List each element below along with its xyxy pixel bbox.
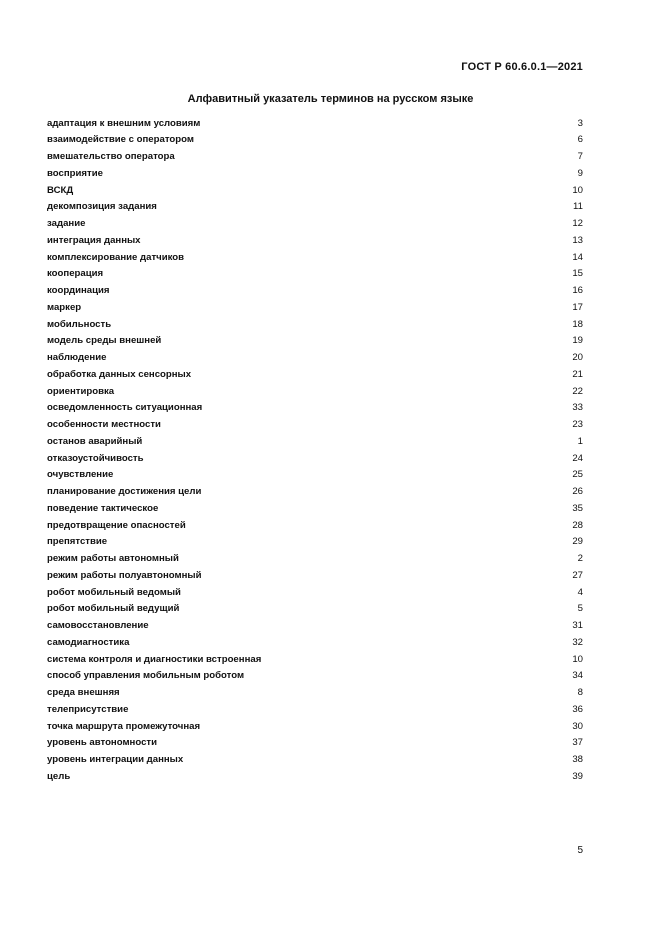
index-term: телеприсутствие bbox=[47, 703, 129, 715]
index-entry bbox=[47, 350, 583, 367]
index-term: ВСКД bbox=[47, 184, 74, 196]
index-term: планирование достижения цели bbox=[47, 486, 202, 498]
index-entry bbox=[47, 417, 583, 434]
index-term: адаптация к внешним условиям bbox=[47, 117, 201, 129]
index-term-number: 5 bbox=[577, 603, 583, 615]
index-entry bbox=[47, 249, 583, 266]
index-entry bbox=[47, 651, 583, 668]
index-term-number: 31 bbox=[572, 620, 583, 632]
index-term-number: 15 bbox=[572, 268, 583, 280]
index-term-number: 38 bbox=[572, 754, 583, 766]
index-term: задание bbox=[47, 218, 86, 230]
index-term-number: 4 bbox=[577, 586, 583, 598]
index-entry bbox=[47, 132, 583, 149]
index-term: обработка данных сенсорных bbox=[47, 368, 192, 380]
index-term: робот мобильный ведущий bbox=[47, 603, 180, 615]
index-entry bbox=[47, 450, 583, 467]
index-term: самодиагностика bbox=[47, 636, 130, 648]
index-term: уровень автономности bbox=[47, 737, 158, 749]
index-term-number: 10 bbox=[572, 653, 583, 665]
index-entry bbox=[47, 182, 583, 199]
index-term-number: 33 bbox=[572, 402, 583, 414]
index-entry bbox=[47, 433, 583, 450]
index-entry bbox=[47, 165, 583, 182]
index-entry bbox=[47, 199, 583, 216]
page-number: 5 bbox=[577, 845, 583, 856]
index-term-number: 32 bbox=[572, 636, 583, 648]
index-term: координация bbox=[47, 285, 110, 297]
index-term: препятствие bbox=[47, 536, 108, 548]
index-term: кооперация bbox=[47, 268, 104, 280]
index-entry bbox=[47, 618, 583, 635]
index-term-number: 3 bbox=[577, 117, 583, 129]
index-entry bbox=[47, 534, 583, 551]
index-entry bbox=[47, 701, 583, 718]
index-term: интеграция данных bbox=[47, 234, 141, 246]
index-term: отказоустойчивость bbox=[47, 452, 144, 464]
index-term: очувствление bbox=[47, 469, 114, 481]
index-term-number: 20 bbox=[572, 352, 583, 364]
index-entry bbox=[47, 149, 583, 166]
index-term-number: 34 bbox=[572, 670, 583, 682]
index-term-number: 30 bbox=[572, 720, 583, 732]
index-term: цель bbox=[47, 770, 71, 782]
index-term-number: 18 bbox=[572, 318, 583, 330]
index-term: система контроля и диагностики встроенная bbox=[47, 653, 262, 665]
index-entry bbox=[47, 216, 583, 233]
index-term-number: 6 bbox=[577, 134, 583, 146]
index-term-number: 17 bbox=[572, 301, 583, 313]
index-entry bbox=[47, 266, 583, 283]
term-index-list bbox=[47, 115, 583, 785]
index-term: декомпозиция задания bbox=[47, 201, 157, 213]
index-entry bbox=[47, 484, 583, 501]
index-term: маркер bbox=[47, 301, 82, 313]
index-term: модель среды внешней bbox=[47, 335, 162, 347]
index-term-number: 25 bbox=[572, 469, 583, 481]
index-entry bbox=[47, 768, 583, 785]
index-term-number: 36 bbox=[572, 703, 583, 715]
index-term-number: 37 bbox=[572, 737, 583, 749]
index-term: уровень интеграции данных bbox=[47, 754, 184, 766]
index-term: восприятие bbox=[47, 167, 103, 179]
index-entry bbox=[47, 735, 583, 752]
index-entry bbox=[47, 752, 583, 769]
index-entry bbox=[47, 115, 583, 132]
index-term: вмешательство оператора bbox=[47, 151, 175, 163]
index-term-number: 8 bbox=[577, 687, 583, 699]
index-entry bbox=[47, 601, 583, 618]
index-term-number: 26 bbox=[572, 486, 583, 498]
index-entry bbox=[47, 668, 583, 685]
index-entry bbox=[47, 316, 583, 333]
index-term: среда внешняя bbox=[47, 687, 120, 699]
index-entry bbox=[47, 299, 583, 316]
index-term-number: 27 bbox=[572, 569, 583, 581]
index-term: самовосстановление bbox=[47, 620, 149, 632]
index-term-number: 29 bbox=[572, 536, 583, 548]
index-entry bbox=[47, 283, 583, 300]
index-term-number: 22 bbox=[572, 385, 583, 397]
index-term-number: 39 bbox=[572, 770, 583, 782]
index-term: ориентировка bbox=[47, 385, 115, 397]
index-term-number: 1 bbox=[577, 435, 583, 447]
index-term: способ управления мобильным роботом bbox=[47, 670, 245, 682]
index-term: предотвращение опасностей bbox=[47, 519, 186, 531]
index-entry bbox=[47, 634, 583, 651]
index-entry bbox=[47, 383, 583, 400]
index-entry bbox=[47, 685, 583, 702]
index-entry bbox=[47, 467, 583, 484]
index-entry bbox=[47, 232, 583, 249]
index-term-number: 2 bbox=[577, 553, 583, 565]
index-term-number: 14 bbox=[572, 251, 583, 263]
index-term-number: 35 bbox=[572, 502, 583, 514]
index-term-number: 11 bbox=[573, 201, 583, 213]
index-term-number: 19 bbox=[572, 335, 583, 347]
index-entry bbox=[47, 551, 583, 568]
index-term-number: 16 bbox=[572, 285, 583, 297]
index-term-number: 10 bbox=[572, 184, 583, 196]
index-entry bbox=[47, 517, 583, 534]
index-entry bbox=[47, 718, 583, 735]
index-term-number: 28 bbox=[572, 519, 583, 531]
index-term: мобильность bbox=[47, 318, 112, 330]
index-term: точка маршрута промежуточная bbox=[47, 720, 201, 732]
index-term: комплексирование датчиков bbox=[47, 251, 185, 263]
index-entry bbox=[47, 333, 583, 350]
index-term: режим работы автономный bbox=[47, 553, 179, 565]
index-term-number: 7 bbox=[577, 151, 583, 163]
standard-code: ГОСТ Р 60.6.0.1—2021 bbox=[461, 61, 583, 73]
index-term-number: 13 bbox=[572, 234, 583, 246]
index-entry bbox=[47, 500, 583, 517]
index-term-number: 21 bbox=[572, 368, 583, 380]
index-term: поведение тактическое bbox=[47, 502, 159, 514]
index-term: робот мобильный ведомый bbox=[47, 586, 181, 598]
index-term: режим работы полуавтономный bbox=[47, 569, 202, 581]
index-term: взаимодействие с оператором bbox=[47, 134, 194, 146]
index-entry bbox=[47, 584, 583, 601]
index-title: Алфавитный указатель терминов на русском языке bbox=[187, 93, 474, 105]
index-term-number: 23 bbox=[572, 419, 583, 431]
index-entry bbox=[47, 366, 583, 383]
index-term-number: 9 bbox=[577, 167, 583, 179]
index-term: наблюдение bbox=[47, 352, 107, 364]
index-term: осведомленность ситуационная bbox=[47, 402, 203, 414]
index-term-number: 24 bbox=[572, 452, 583, 464]
index-entry bbox=[47, 567, 583, 584]
index-term: особенности местности bbox=[47, 419, 161, 431]
index-term: останов аварийный bbox=[47, 435, 143, 447]
index-term-number: 12 bbox=[572, 218, 583, 230]
index-entry bbox=[47, 400, 583, 417]
